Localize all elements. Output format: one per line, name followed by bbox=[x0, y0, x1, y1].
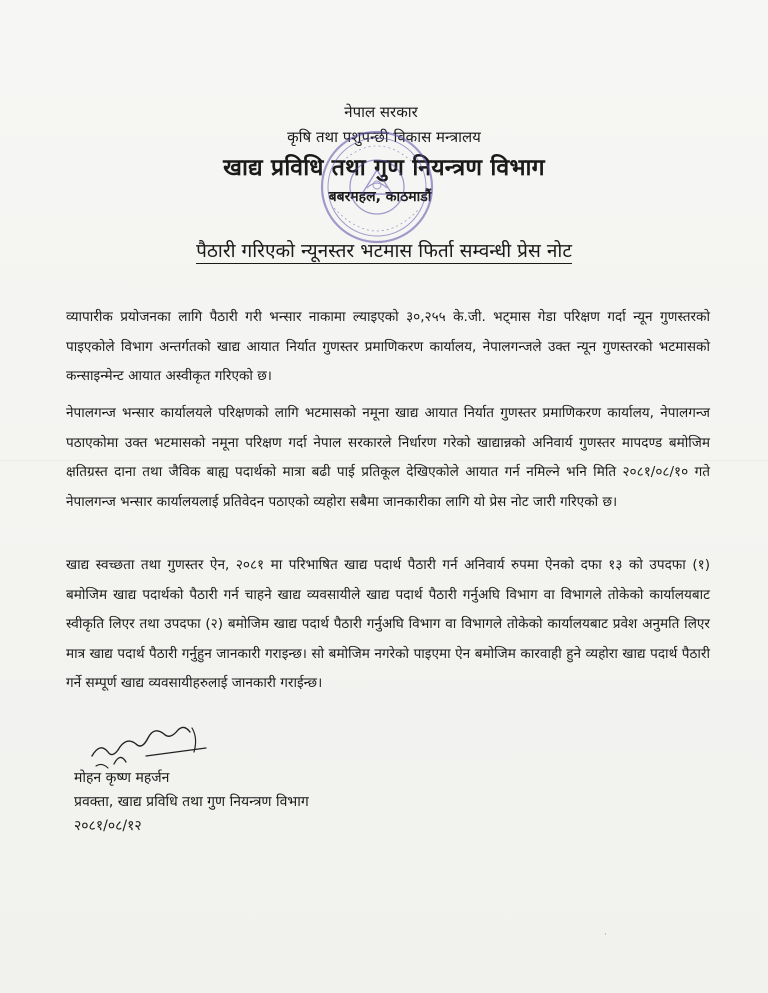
signature-date: २०८१/०८/१२ bbox=[74, 818, 142, 834]
department-address: बबरमहल, काठमाडौं bbox=[328, 189, 432, 205]
paragraph-import-rejection: व्यापारीक प्रयोजनका लागि पैठारी गरी भन्सार नाकामा ल्याइएको ३०,२५५ के.जी. भट्मास गेडा परिक्षण गर्दा न्यून गुणस्तरको पाइएकोले विभाग अन्तर्गतको खाद्य आयात निर्यात गुणस्तर प्रमाणिकरण कार्यालय, नेपालगन्जले उक्त न्यून गुणस्तरको भटमासको कन्साइन्मेन्ट आयात अस्वीकृत गरिएको छ। bbox=[66, 309, 710, 384]
paragraph-legal-notice: खाद्य स्वच्छता तथा गुणस्तर ऐन, २०८१ मा परिभाषित खाद्य पदार्थ पैठारी गर्न अनिवार्य रुपमा ऐनको दफा १३ को उपदफा (१) बमोजिम खाद्य पदार्थको पैठारी गर्न चाहने खाद्य व्यवसायीले खाद्य पदार्थ पैठारी गर्नुअघि विभाग वा विभागले तोकेको कार्यालयबाट स्वीकृति लिएर तथा उपदफा (२) बमोजिम खाद्य पदार्थ पैठारी गर्नुअघि विभाग वा विभागले तोकेको कार्यालयबाट प्रवेश अनुमति लिएर मात्र खाद्य पदार्थ पैठारी गर्नुहुन जानकारी गराइन्छ। सो बमोजिम नगरेको पाइएमा ऐन बमोजिम कारवाही हुने व्यहोरा खाद्य पदार्थ पैठारी गर्ने सम्पूर्ण खाद्य व्यवसायीहरुलाई जानकारी गराईन्छ। bbox=[66, 557, 710, 691]
signatory-designation: प्रवक्ता, खाद्य प्रविधि तथा गुण नियन्त्रण विभाग bbox=[74, 794, 309, 810]
signatory-block bbox=[74, 766, 309, 838]
paragraph-test-report: नेपालगन्ज भन्सार कार्यालयले परिक्षणको लागि भटमासको नमूना खाद्य आयात निर्यात गुणस्तर प्रमाणिकरण कार्यालय, नेपालगन्ज पठाएकोमा उक्त भटमासको नमूना परिक्षण गर्दा नेपाल सरकारले निर्धारण गरेको खाद्यान्नको अनिवार्य गुणस्तर मापदण्ड बमोजिम क्षतिग्रस्त दाना तथा जैविक बाह्य पदार्थको मात्रा बढी पाई प्रतिकूल देखिएकोले आयात गर्न नमिल्ने भनि मिति २०८१/०८/१० गते नेपालगन्ज भन्सार कार्यालयलाई प्रतिवेदन पठाएको व्यहोरा सबैमा जानकारीका लागि यो प्रेस नोट जारी गरिएको छ। bbox=[66, 405, 710, 510]
handwritten-signature bbox=[86, 712, 216, 772]
press-note-title bbox=[0, 236, 768, 266]
government-name: नेपाल सरकार bbox=[344, 103, 418, 121]
department-name: खाद्य प्रविधि तथा गुण नियन्त्रण विभाग bbox=[223, 155, 545, 181]
department-seal-icon bbox=[318, 128, 436, 246]
press-note-title-text: पैठारी गरिएको न्यूनस्तर भटमास फिर्ता सम्वन्धी प्रेस नोट bbox=[196, 240, 572, 262]
signatory-name: मोहन कृष्ण महर्जन bbox=[74, 770, 170, 786]
scan-speck: · bbox=[604, 930, 607, 940]
ministry-name: कृषि तथा पशुपन्छी विकास मन्त्रालय bbox=[287, 128, 481, 146]
